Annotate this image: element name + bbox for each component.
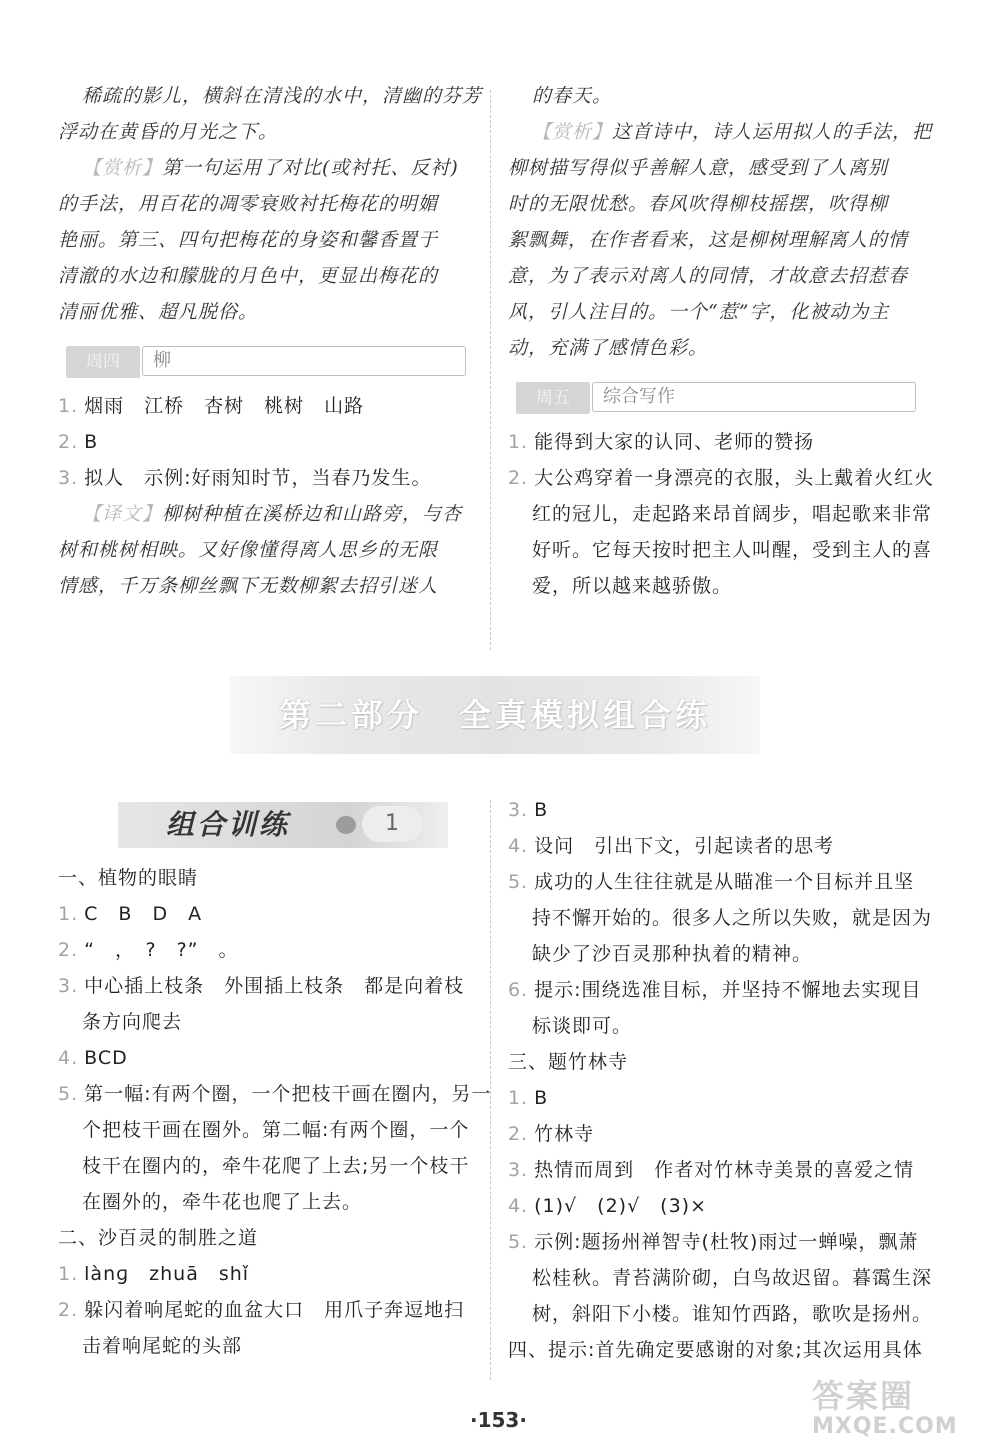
answer-item	[508, 864, 928, 900]
item-text: BCD	[84, 1047, 128, 1069]
appreciation-tag: 【赏析】	[82, 157, 163, 179]
answer-item	[508, 460, 935, 496]
item-number: 2.	[58, 1299, 79, 1321]
item-number: 1.	[508, 431, 529, 453]
answer-item	[58, 1292, 478, 1328]
part-heading: 三、题竹林寺	[508, 1051, 629, 1073]
answer-continuation: 红的冠儿，走起路来昂首阔步，唱起歌来非常	[532, 503, 933, 525]
answer-continuation: 击着响尾蛇的头部	[82, 1335, 243, 1357]
answer-item	[58, 968, 478, 1004]
item-text: 竹林寺	[534, 1123, 595, 1145]
item-text: B	[534, 1087, 549, 1109]
item-number: 2.	[58, 939, 79, 961]
item-text: B	[84, 431, 99, 453]
item-text: 躲闪着响尾蛇的血盆大口 用爪子奔逗地扫	[84, 1299, 465, 1321]
item-number: 2.	[508, 467, 529, 489]
answer-item	[58, 1076, 492, 1112]
answer-item	[508, 828, 928, 864]
answer-item	[508, 1152, 928, 1188]
translation-text: 柳树种植在溪桥边和山路旁，与杏	[162, 503, 463, 525]
answer-continuation: 个把枝干画在圈外。第二幅:有两个圈，一个	[82, 1119, 470, 1141]
item-number: 1.	[58, 1263, 79, 1285]
answer-continuation: 条方向爬去	[82, 1011, 183, 1033]
part-heading: 二、沙百灵的制胜之道	[58, 1227, 259, 1249]
item-number: 3.	[508, 1159, 529, 1181]
answer-continuation: 在圈外的，牵牛花也爬了上去。	[82, 1191, 363, 1213]
bottom-right-column	[508, 792, 933, 1368]
appreciation-first-line	[508, 114, 933, 150]
page-number: ·153·	[470, 1408, 527, 1432]
appreciation-line: 清丽优雅、超凡脱俗。	[58, 301, 259, 323]
item-text: 第一幅:有两个圈，一个把枝干画在圈内，另一	[84, 1083, 492, 1105]
item-number: 1.	[58, 395, 79, 417]
item-number: 1.	[58, 903, 79, 925]
day-band-friday	[516, 382, 916, 414]
item-text: (1)√ (2)√ (3)×	[534, 1195, 708, 1217]
appreciation-text: 这首诗中，诗人运用拟人的手法，把	[612, 121, 933, 143]
answer-continuation: 爱，所以越来越骄傲。	[532, 575, 733, 597]
item-text: 能得到大家的认同、老师的赞扬	[534, 431, 815, 453]
part-heading: 四、提示:首先确定要感谢的对象;其次运用具体	[508, 1339, 923, 1361]
answer-item	[58, 388, 478, 424]
item-number: 4.	[508, 835, 529, 857]
answer-item	[508, 972, 928, 1008]
item-text: 成功的人生往往就是从瞄准一个目标并且坚	[534, 871, 915, 893]
watermark-logo: 答案圈	[812, 1377, 915, 1415]
band-title: 柳	[142, 346, 466, 376]
answer-item	[508, 792, 928, 828]
appreciation-line: 动，充满了感情色彩。	[508, 337, 709, 359]
appreciation-line: 的手法，用百花的凋零衰败衬托梅花的明媚	[58, 193, 439, 215]
appreciation-tag: 【赏析】	[532, 121, 613, 143]
part-heading: 一、植物的眼睛	[58, 867, 199, 889]
item-number: 3.	[508, 799, 529, 821]
answer-item	[58, 1040, 478, 1076]
text-line: 的春天。	[532, 85, 613, 107]
answer-continuation: 持不懈开始的。很多人之所以失败，就是因为	[532, 907, 933, 929]
answer-continuation: 标谈即可。	[532, 1015, 633, 1037]
item-number: 5.	[58, 1083, 79, 1105]
part-banner	[230, 676, 760, 754]
item-text: 热情而周到 作者对竹林寺美景的喜爱之情	[534, 1159, 915, 1181]
bottom-left-column	[58, 800, 492, 1364]
day-band-thursday	[66, 346, 466, 378]
answer-item	[508, 1188, 928, 1224]
item-text: 中心插上枝条 外围插上枝条 都是向着枝	[84, 975, 465, 997]
appreciation-line: 絮飘舞，在作者看来，这是柳树理解离人的情	[508, 229, 909, 251]
text-line: 稀疏的影儿，横斜在清浅的水中，清幽的芬芳	[82, 85, 483, 107]
answer-continuation: 枝干在圈内的，牵牛花爬了上去;另一个枝干	[82, 1155, 470, 1177]
answer-continuation: 好听。它每天按时把主人叫醒，受到主人的喜	[532, 539, 933, 561]
item-text: 设问 引出下文，引起读者的思考	[534, 835, 835, 857]
appreciation-line: 风，引人注目的。一个“惹”字，化被动为主	[508, 301, 890, 323]
appreciation-first-line	[58, 150, 478, 186]
answer-item	[508, 424, 928, 460]
top-right-column	[508, 78, 935, 604]
answer-item	[58, 896, 478, 932]
item-text: 示例:题扬州禅智寺(杜牧)雨过一蝉噪，飘萧	[534, 1231, 919, 1253]
item-number: 5.	[508, 871, 529, 893]
top-left-column	[58, 78, 483, 604]
answer-item	[508, 1116, 928, 1152]
translation-tag: 【译文】	[82, 503, 163, 525]
item-text: 烟雨 江桥 杏树 桃树 山路	[84, 395, 365, 417]
item-text: C B D A	[84, 903, 203, 925]
watermark	[812, 1378, 992, 1448]
answer-continuation: 松桂秋。青苔满阶砌，白鸟故迟留。暮霭生深	[532, 1267, 933, 1289]
item-number: 3.	[58, 975, 79, 997]
day-badge: 周四	[66, 346, 140, 378]
item-number: 4.	[508, 1195, 529, 1217]
item-text: 拟人 示例:好雨知时节，当春乃发生。	[84, 467, 432, 489]
answer-continuation: 树，斜阳下小楼。谁知竹西路，歌吹是扬州。	[532, 1303, 933, 1325]
appreciation-text: 第一句运用了对比(或衬托、反衬)	[162, 157, 459, 179]
item-number: 4.	[58, 1047, 79, 1069]
answer-continuation: 缺少了沙百灵那种执着的精神。	[532, 943, 813, 965]
section-number: 1	[362, 806, 422, 842]
answer-item	[58, 932, 478, 968]
item-number: 5.	[508, 1231, 529, 1253]
item-text: 大公鸡穿着一身漂亮的衣服，头上戴着火红火	[534, 467, 935, 489]
item-number: 6.	[508, 979, 529, 1001]
appreciation-line: 艳丽。第三、四句把梅花的身姿和馨香置于	[58, 229, 439, 251]
item-text: “ ， ? ?” 。	[84, 939, 239, 961]
item-text: lànɡ zhuā shǐ	[84, 1263, 250, 1285]
answer-item	[508, 1224, 928, 1260]
appreciation-line: 柳树描写得似乎善解人意，感受到了人离别	[508, 157, 889, 179]
item-number: 2.	[508, 1123, 529, 1145]
translation-line: 树和桃树相映。又好像懂得离人思乡的无限	[58, 539, 439, 561]
item-number: 3.	[58, 467, 79, 489]
item-text: B	[534, 799, 549, 821]
item-number: 2.	[58, 431, 79, 453]
section-dot-icon	[336, 816, 356, 834]
translation-line: 情感，千万条柳丝飘下无数柳絮去招引迷人	[58, 575, 439, 597]
band-title: 综合写作	[592, 382, 916, 412]
answer-item	[508, 1080, 928, 1116]
section-title: 组合训练	[166, 808, 291, 841]
text-line: 浮动在黄昏的月光之下。	[58, 121, 279, 143]
appreciation-line: 时的无限忧愁。春风吹得柳枝摇摆，吹得柳	[508, 193, 889, 215]
item-text: 提示:围绕选准目标，并坚持不懈地去实现目	[534, 979, 922, 1001]
section-header	[118, 800, 458, 854]
appreciation-line: 意，为了表示对离人的同情，才故意去招惹春	[508, 265, 909, 287]
watermark-url: MXQE.COM	[812, 1414, 958, 1439]
answer-item	[58, 460, 478, 496]
appreciation-line: 清澈的水边和朦胧的月色中，更显出梅花的	[58, 265, 439, 287]
banner-title: 第二部分 全真模拟组合练	[278, 696, 711, 734]
column-divider-top	[490, 90, 491, 650]
answer-item	[58, 424, 478, 460]
answer-item	[58, 1256, 478, 1292]
translation-first-line	[58, 496, 478, 532]
item-number: 1.	[508, 1087, 529, 1109]
day-badge: 周五	[516, 382, 590, 414]
